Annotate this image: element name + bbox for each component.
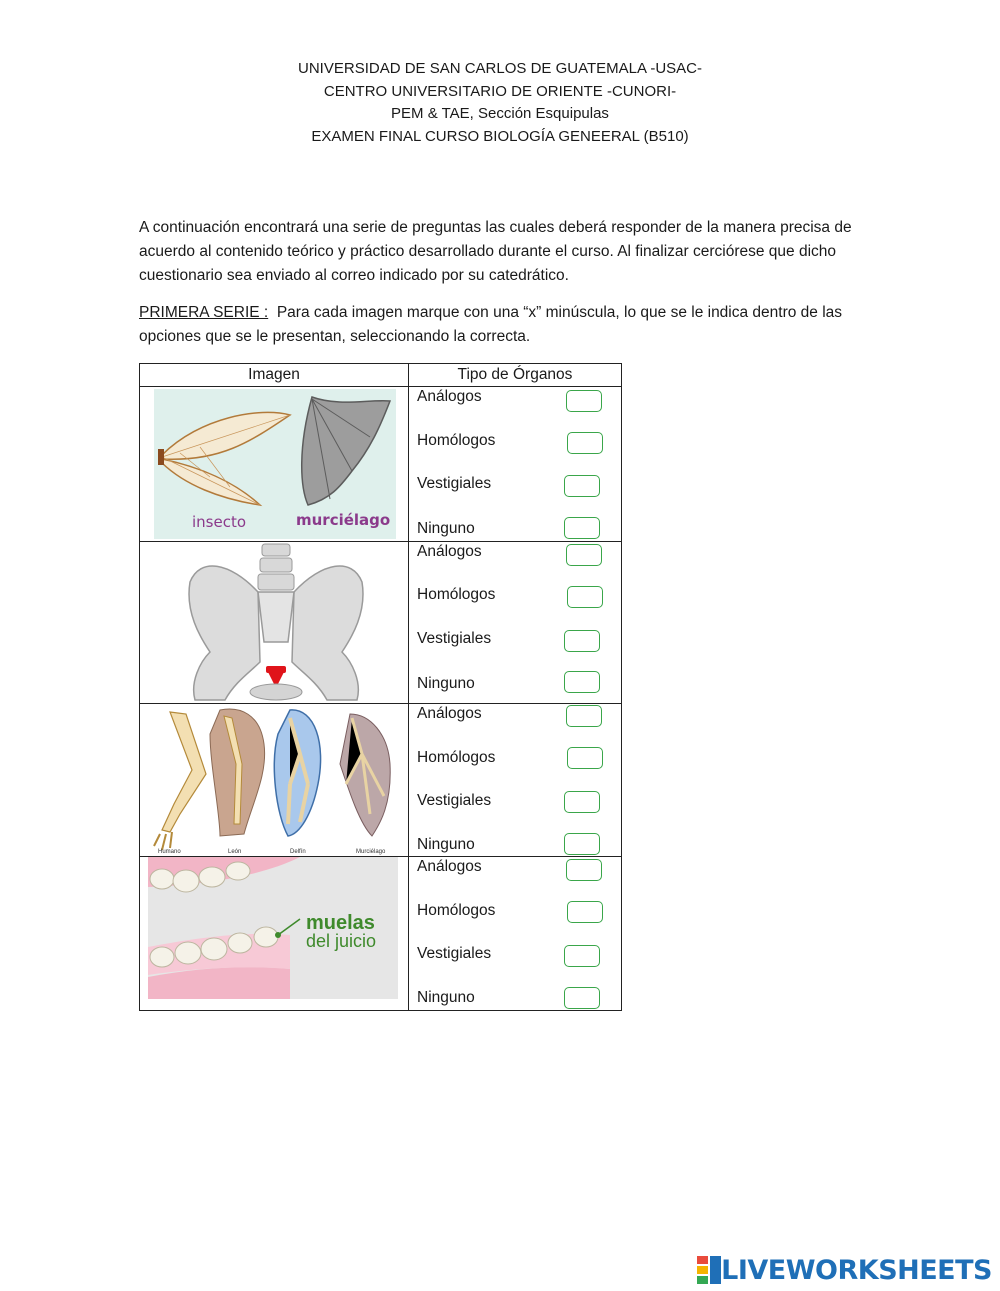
option-vestigiales-label: Vestigiales xyxy=(417,630,492,647)
option-vestigiales-checkbox[interactable] xyxy=(564,630,600,652)
header-university: UNIVERSIDAD DE SAN CARLOS DE GUATEMALA -USAC- xyxy=(298,60,702,77)
image-cell-limbs xyxy=(140,704,409,857)
wing-label-insect: insecto xyxy=(192,513,247,531)
limb-label-lion: León xyxy=(228,849,242,855)
image-cell-wings xyxy=(140,387,409,542)
option-analogos-label: Análogos xyxy=(417,858,482,875)
limb-label-human: Humano xyxy=(158,849,181,855)
limb-label-dolphin: Delfín xyxy=(290,849,306,855)
option-analogos-checkbox[interactable] xyxy=(566,859,602,881)
column-header-organ-type: Tipo de Órganos xyxy=(409,364,622,387)
option-vestigiales-label: Vestigiales xyxy=(417,945,492,962)
image-cell-teeth xyxy=(140,857,409,1011)
wisdom-teeth-image xyxy=(140,857,408,1010)
table-row xyxy=(140,542,622,704)
column-header-image: Imagen xyxy=(140,364,409,387)
option-ninguno-checkbox[interactable] xyxy=(564,833,600,855)
option-ninguno-label: Ninguno xyxy=(417,836,475,853)
wing-label-bat: murciélago xyxy=(296,511,391,529)
series-label: PRIMERA SERIE : xyxy=(139,304,269,321)
header-center: CENTRO UNIVERSITARIO DE ORIENTE -CUNORI- xyxy=(323,82,677,100)
option-ninguno-label: Ninguno xyxy=(417,989,475,1006)
options-cell xyxy=(409,704,622,857)
option-vestigiales-label: Vestigiales xyxy=(417,792,492,809)
option-ninguno-checkbox[interactable] xyxy=(564,671,600,693)
option-vestigiales-label: Vestigiales xyxy=(417,475,492,492)
liveworksheets-icon xyxy=(697,1256,721,1284)
option-analogos-checkbox[interactable] xyxy=(566,705,602,727)
option-homologos-checkbox[interactable] xyxy=(567,901,603,923)
options-cell xyxy=(409,857,622,1011)
options-cell xyxy=(409,542,622,704)
option-homologos-label: Homólogos xyxy=(417,432,496,449)
document-header xyxy=(0,58,1000,148)
header-section: PEM & TAE, Sección Esquipulas xyxy=(391,105,609,122)
option-homologos-checkbox[interactable] xyxy=(567,747,603,769)
option-vestigiales-checkbox[interactable] xyxy=(564,945,600,967)
options-cell xyxy=(409,387,622,542)
series-text: Para cada imagen marque con una “x” minúscula, lo que se le indica dentro de las opciones que se le presentan, seleccionando la correcta. xyxy=(139,304,843,345)
option-ninguno-checkbox[interactable] xyxy=(564,517,600,539)
limb-label-bat: Murciélago xyxy=(356,849,386,855)
option-homologos-checkbox[interactable] xyxy=(567,586,603,608)
option-vestigiales-checkbox[interactable] xyxy=(564,475,600,497)
option-analogos-checkbox[interactable] xyxy=(566,390,602,412)
option-ninguno-label: Ninguno xyxy=(417,675,475,692)
teeth-label-line2: del juicio xyxy=(306,931,377,951)
option-homologos-checkbox[interactable] xyxy=(567,432,603,454)
option-analogos-label: Análogos xyxy=(417,705,482,722)
table-row xyxy=(140,857,622,1011)
option-analogos-label: Análogos xyxy=(417,543,482,560)
instructions-paragraph: A continuación encontrará una serie de preguntas las cuales deberá responder de la manera precisa de acuerdo al contenido teórico y práctico desarrollado durante el curso. Al finalizar cerciórese que dicho cuestionario sea enviado al correo indicado por su catedrático. xyxy=(139,219,852,284)
option-vestigiales-checkbox[interactable] xyxy=(564,791,600,813)
option-ninguno-label: Ninguno xyxy=(417,520,475,537)
teeth-label-line1: muelas xyxy=(306,912,375,934)
insect-bat-wings-image xyxy=(140,387,408,541)
option-homologos-label: Homólogos xyxy=(417,902,496,919)
option-homologos-label: Homólogos xyxy=(417,586,496,603)
option-analogos-checkbox[interactable] xyxy=(566,544,602,566)
table-row xyxy=(140,387,622,542)
header-exam-title: EXAMEN FINAL CURSO BIOLOGÍA GENEERAL (B510) xyxy=(311,127,689,145)
table-row xyxy=(140,704,622,857)
image-cell-pelvis xyxy=(140,542,409,704)
question-table xyxy=(139,363,622,1011)
option-ninguno-checkbox[interactable] xyxy=(564,987,600,1009)
pelvis-coccyx-image xyxy=(140,542,408,703)
liveworksheets-logo xyxy=(697,1253,992,1287)
option-homologos-label: Homólogos xyxy=(417,749,496,766)
series-instructions xyxy=(139,301,861,349)
liveworksheets-logo-text: LIVEWORKSHEETS xyxy=(721,1254,992,1286)
option-analogos-label: Análogos xyxy=(417,388,482,405)
table-header-row xyxy=(140,364,622,387)
homologous-limbs-image xyxy=(140,704,408,856)
